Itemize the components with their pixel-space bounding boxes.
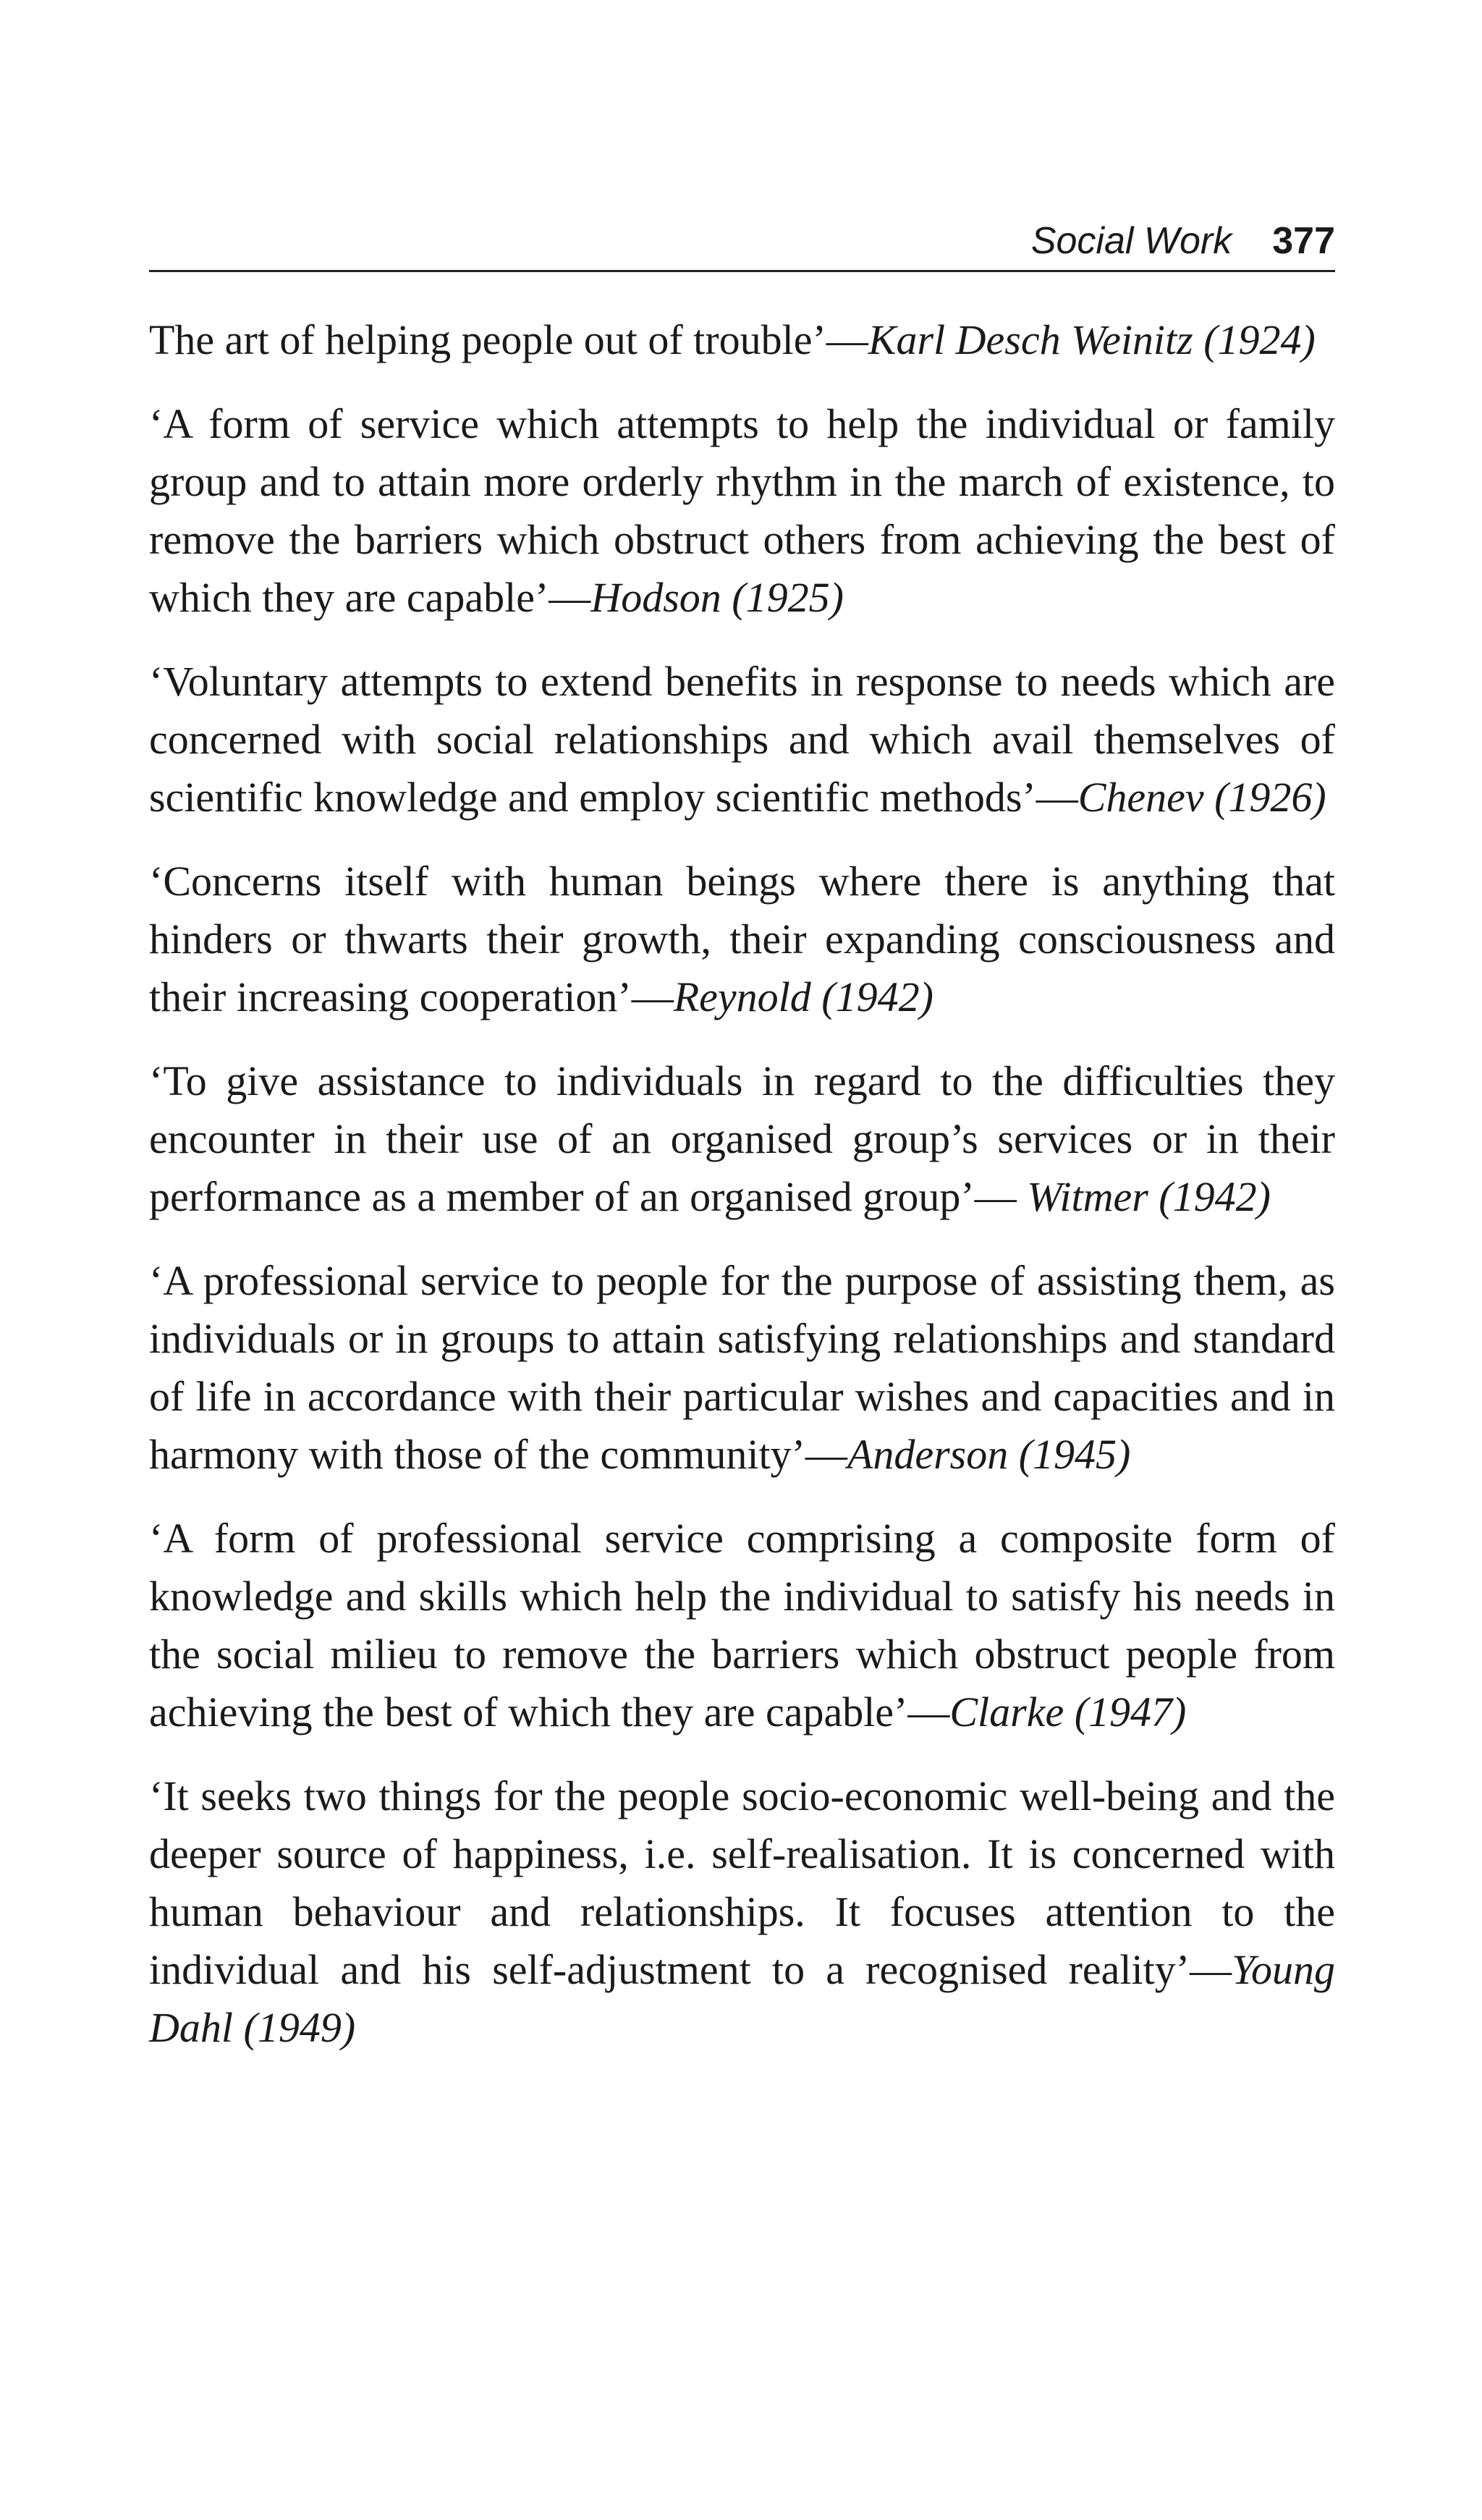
running-head-title: Social Work — [1030, 220, 1232, 262]
definition-paragraph — [149, 853, 1335, 1026]
definition-citation: Clarke (1947) — [949, 1688, 1187, 1735]
definition-citation: Chenev (1926) — [1077, 774, 1326, 821]
page-body — [149, 311, 1335, 2083]
definition-quote: ‘Concerns itself with human beings where there is anything that hinders or thwarts their growth, their expanding consciousness and their increasing cooperation’— — [149, 858, 1335, 1020]
definition-citation: Anderson (1945) — [847, 1431, 1131, 1478]
running-head — [149, 214, 1335, 272]
definition-quote: ‘It seeks two things for the people socio-economic well-being and the deeper source of happiness, i.e. self-realisation. It is concerned with human behaviour and relationships. It focuses attention to the individual and his self-adjustment to a recognised reality’— — [149, 1772, 1335, 1993]
definition-citation: Witmer (1942) — [1027, 1173, 1271, 1220]
definition-paragraph — [149, 1252, 1335, 1484]
definition-paragraph — [149, 1767, 1335, 2057]
definition-quote: ‘A form of professional service comprising a composite form of knowledge and skills which help the individual to satisfy his needs in the social milieu to remove the barriers which obstruct people from achieving the best of which they are capable’— — [149, 1515, 1335, 1735]
definition-quote: The art of helping people out of trouble’— — [149, 316, 868, 363]
definition-quote: ‘A professional service to people for the purpose of assisting them, as individuals or in groups to attain satisfying relationships and standard of life in accordance with their particular wishes and capacities and in harmony with those of the community’— — [149, 1257, 1335, 1478]
definition-quote: ‘Voluntary attempts to extend benefits in response to needs which are concerned with social relationships and which avail themselves of scientific knowledge and employ scientific methods’— — [149, 658, 1335, 821]
definition-citation: Young Dahl (1949) — [149, 1946, 1335, 2051]
definition-paragraph — [149, 395, 1335, 627]
definition-paragraph — [149, 653, 1335, 826]
definition-paragraph — [149, 311, 1335, 369]
definition-quote: ‘To give assistance to individuals in regard to the difficulties they encounter in their use of an organised group’s services or in their performance as a member of an organised group’— — [149, 1057, 1335, 1220]
definition-quote: ‘A form of service which attempts to help the individual or family group and to attain more orderly rhythm in the march of existence, to remove the barriers which obstruct others from achieving the best of which they are capable’— — [149, 400, 1335, 621]
definition-citation: Hodson (1925) — [590, 574, 844, 621]
definition-paragraph — [149, 1510, 1335, 1741]
definition-citation: Reynold (1942) — [673, 973, 933, 1020]
page-number: 377 — [1272, 220, 1335, 262]
definition-citation: Karl Desch Weinitz (1924) — [868, 316, 1316, 363]
definition-paragraph — [149, 1052, 1335, 1226]
